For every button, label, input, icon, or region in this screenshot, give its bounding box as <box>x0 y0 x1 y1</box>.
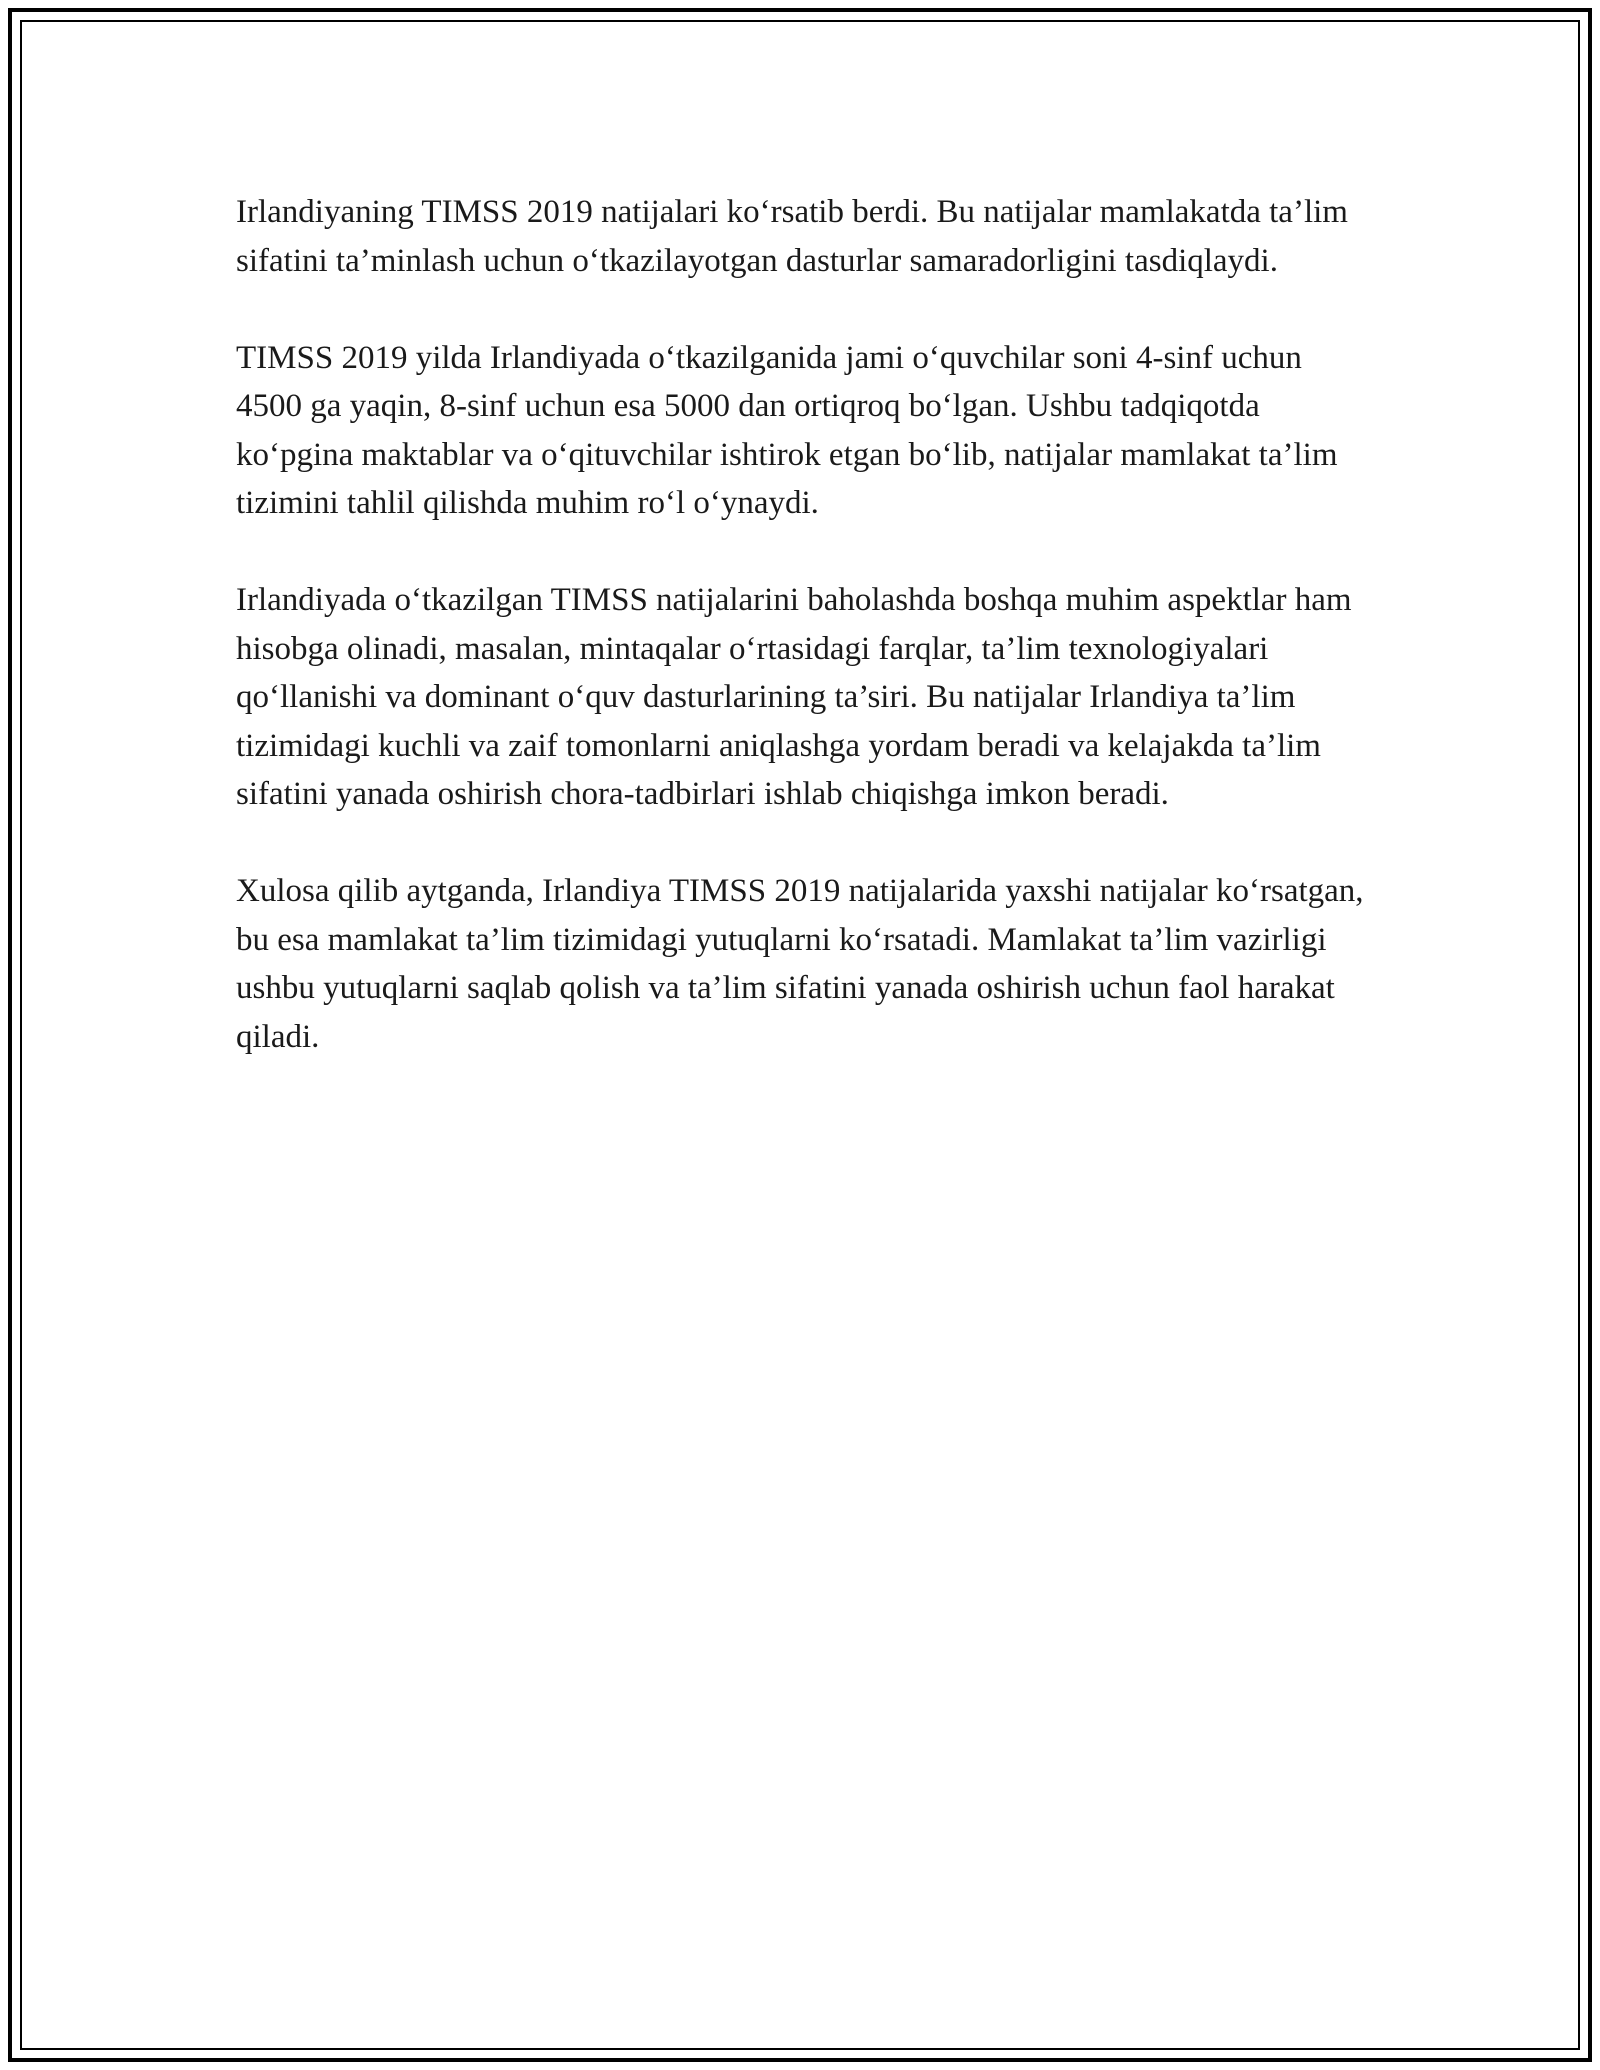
document-body <box>236 188 1366 1110</box>
paragraph-4: Xulosa qilib aytganda, Irlandiya TIMSS 2019 natijalarida yaxshi natijalar ko‘rsatgan, bu esa mamlakat ta’lim tizimidagi yutuqlarni ko‘rsatadi. Mamlakat ta’lim vazirligi ushbu yutuqlarni saqlab qolish va ta’lim sifatini yanada oshirish uchun faol harakat qiladi. <box>236 873 1364 1055</box>
paragraph-2: TIMSS 2019 yilda Irlandiyada o‘tkazilganida jami o‘quvchilar soni 4-sinf uchun 4500 ga yaqin, 8-sinf uchun esa 5000 dan ortiqroq bo‘lgan. Ushbu tadqiqotda ko‘pgina maktablar va o‘qituvchilar ishtirok etgan bo‘lib, natijalar mamlakat ta’lim tizimini tahlil qilishda muhim ro‘l o‘ynaydi. <box>236 339 1338 521</box>
paragraph-1: Irlandiyaning TIMSS 2019 natijalari ko‘rsatib berdi. Bu natijalar mamlakatda ta’lim sifatini ta’minlash uchun o‘tkazilayotgan dasturlar samaradorligini tasdiqlaydi. <box>236 194 1348 279</box>
paragraph-3: Irlandiyada o‘tkazilgan TIMSS natijalarini baholashda boshqa muhim aspektlar ham hisobga olinadi, masalan, mintaqalar o‘rtasidagi farqlar, ta’lim texnologiyalari qo‘llanishi va dominant o‘quv dasturlarining ta’siri. Bu natijalar Irlandiya ta’lim tizimidagi kuchli va zaif tomonlarni aniqlashga yordam beradi va kelajakda ta’lim sifatini yanada oshirish chora-tadbirlari ishlab chiqishga imkon beradi. <box>236 582 1352 812</box>
